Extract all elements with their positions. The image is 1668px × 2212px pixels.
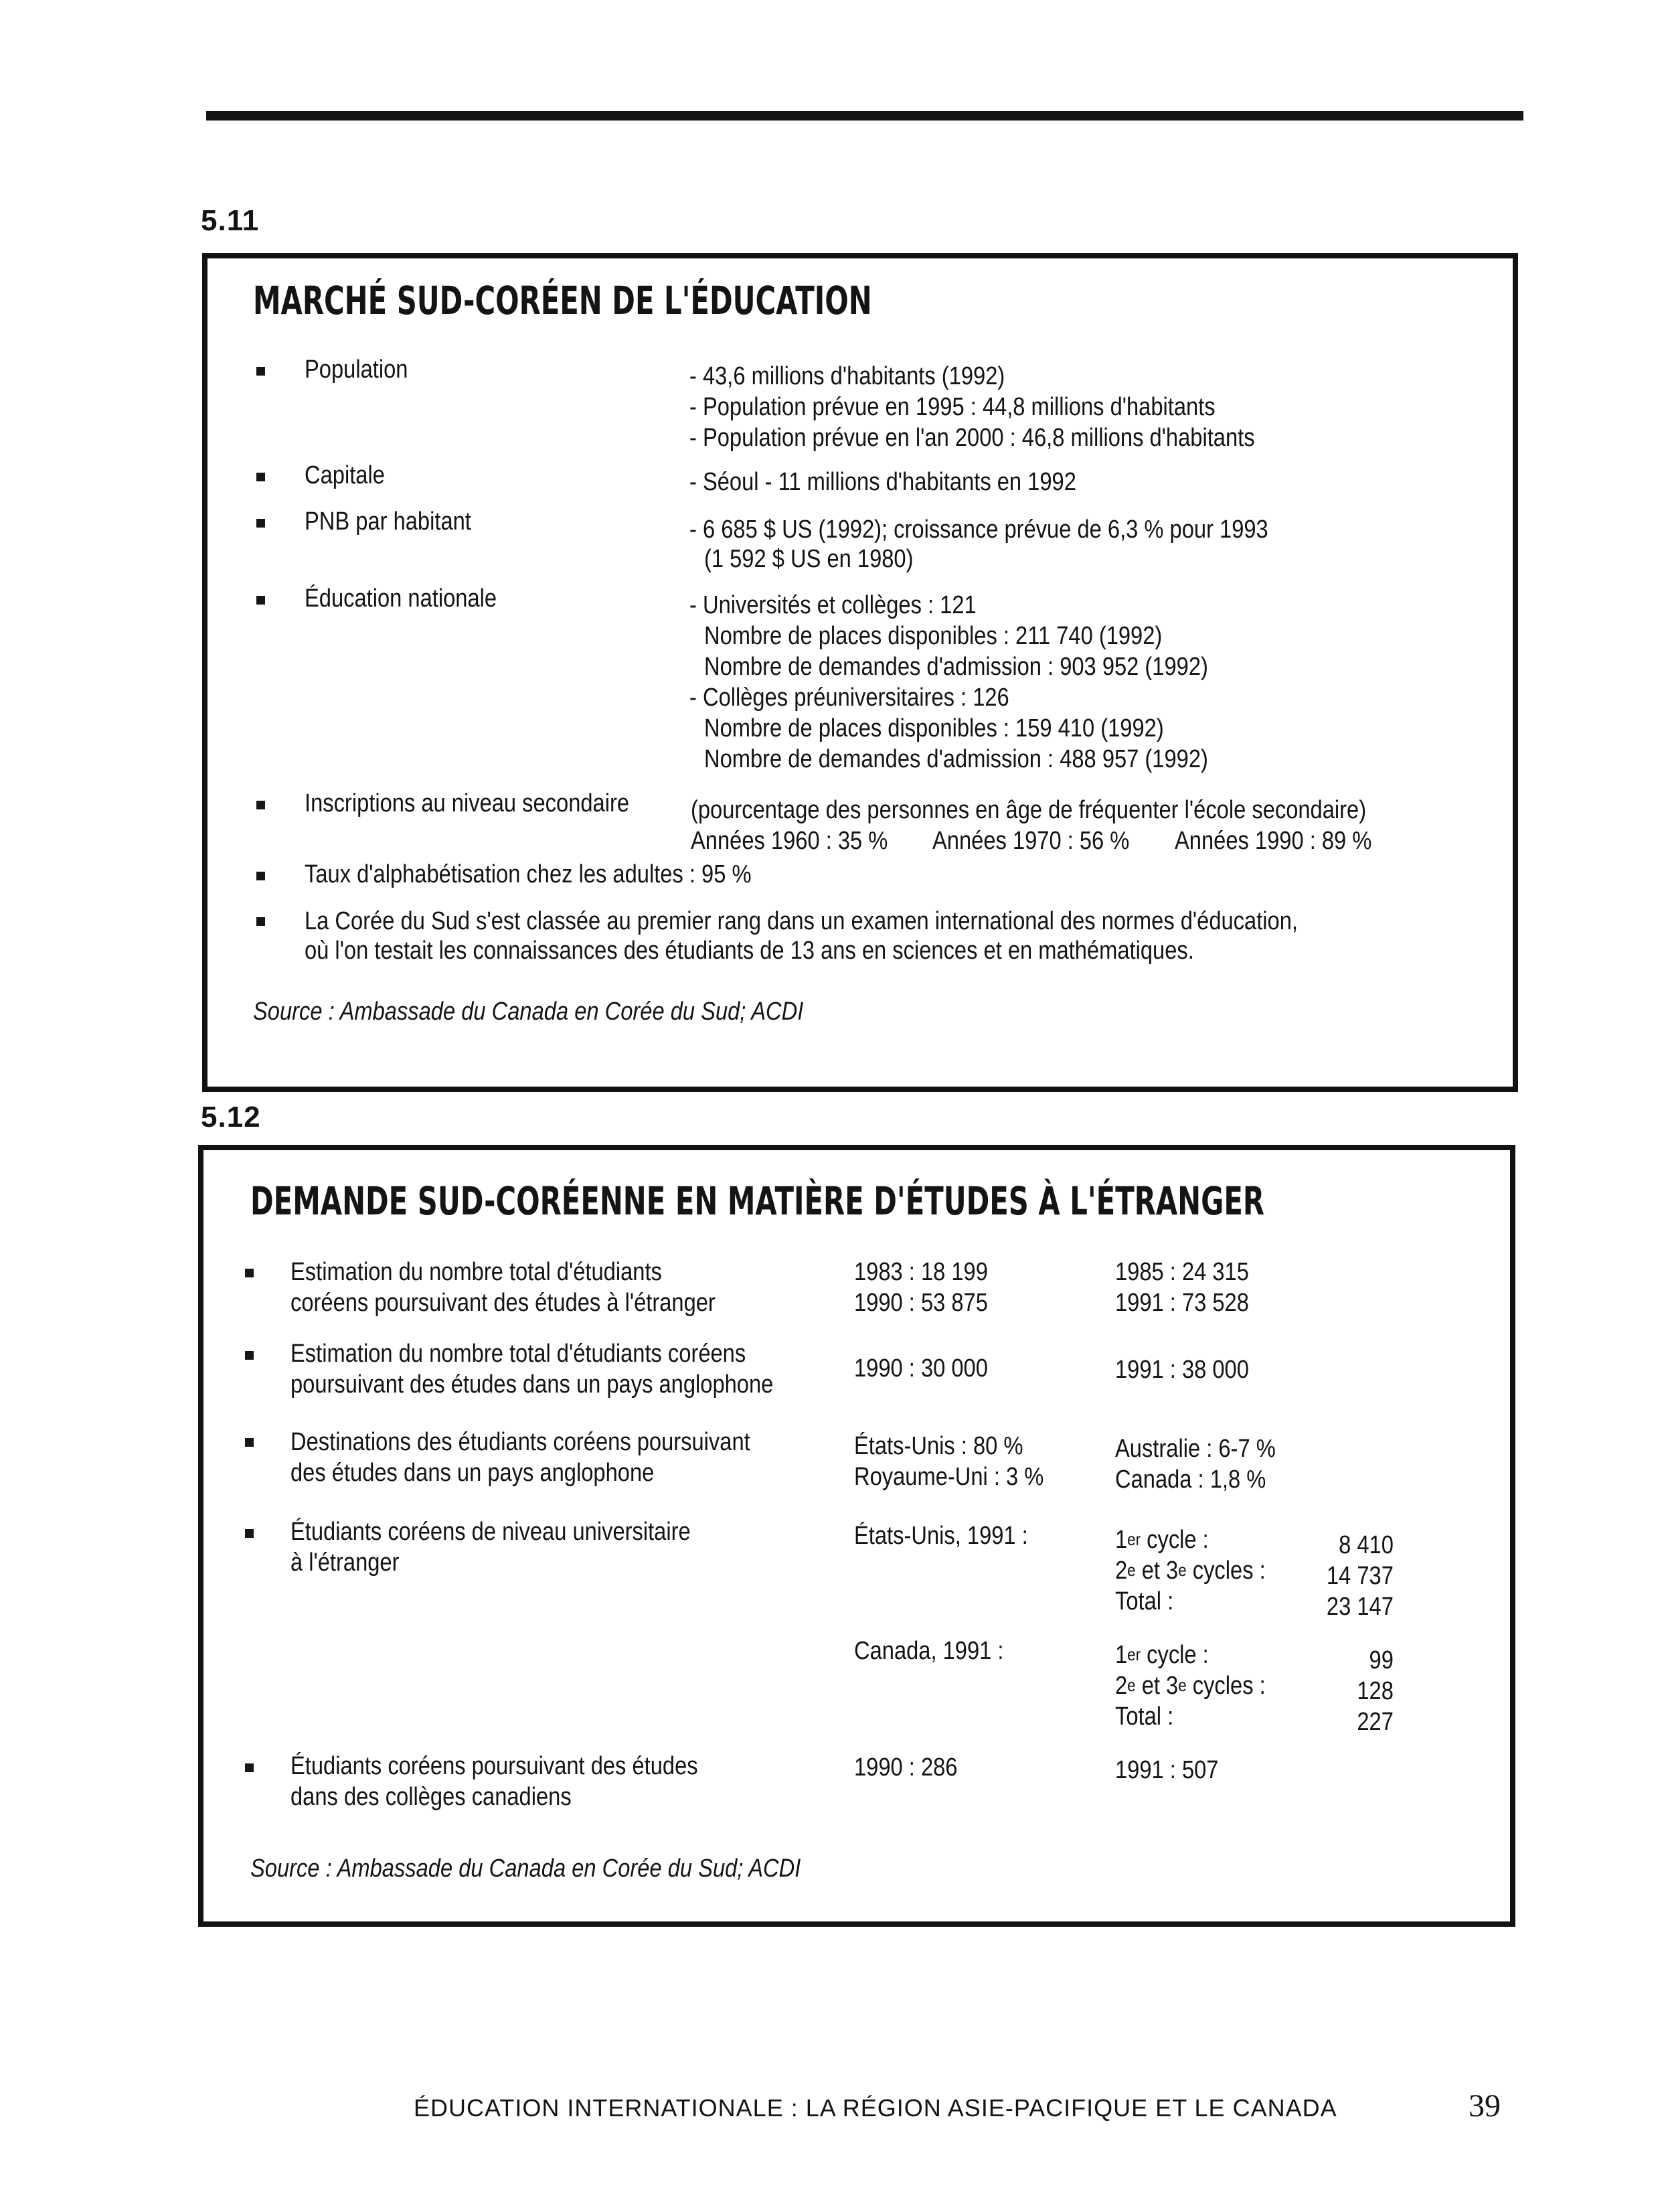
population-line: - 43,6 millions d'habitants (1992) — [689, 362, 1005, 390]
education-line: - Collèges préuniversitaires : 126 — [689, 684, 1009, 712]
r4-ca-place: Canada, 1991 : — [854, 1637, 1004, 1665]
education-line: - Universités et collèges : 121 — [689, 591, 977, 619]
section-title-511: MARCHÉ SUD-CORÉEN DE L'ÉDUCATION — [253, 278, 872, 323]
population-line: - Population prévue en 1995 : 44,8 millions d'habitants — [689, 393, 1216, 421]
bullet — [245, 1438, 254, 1447]
r1-value: 1991 : 73 528 — [1115, 1289, 1249, 1317]
education-line: Nombre de demandes d'admission : 903 952 (1992) — [704, 653, 1208, 681]
r1-value: 1983 : 18 199 — [854, 1258, 988, 1286]
r4-ca-value: 227 — [1357, 1708, 1394, 1736]
r1-label: coréens poursuivant des études à l'étranger — [290, 1289, 716, 1317]
education-line: Nombre de demandes d'admission : 488 957 (1992) — [704, 745, 1208, 773]
r4-us-value: 14 737 — [1326, 1562, 1394, 1590]
bullet — [256, 473, 265, 481]
r5-label: Étudiants coréens poursuivant des études — [290, 1752, 698, 1780]
r3-value: Australie : 6-7 % — [1115, 1435, 1276, 1463]
r4-us-total: Total : — [1115, 1587, 1174, 1615]
bullet — [245, 1269, 254, 1277]
inscriptions-1990: Années 1990 : 89 % — [1175, 827, 1372, 855]
bullet — [256, 596, 265, 605]
page-number: 39 — [1469, 2088, 1501, 2124]
r4-label: à l'étranger — [290, 1549, 400, 1577]
r4-ca-total: Total : — [1115, 1703, 1174, 1731]
pnb-line: - 6 685 $ US (1992); croissance prévue de 6,3 % pour 1993 — [689, 516, 1268, 544]
bullet — [256, 917, 265, 926]
section-number-512: 5.12 — [201, 1101, 261, 1133]
header-rule — [206, 111, 1523, 121]
section-number-511: 5.11 — [201, 204, 260, 237]
r4-ca-first-cycle: 1er cycle : — [1115, 1641, 1209, 1669]
r5-value: 1990 : 286 — [854, 1753, 958, 1782]
source-511: Source : Ambassade du Canada en Corée du Sud; ACDI — [253, 998, 804, 1026]
r5-label: dans des collèges canadiens — [290, 1783, 572, 1811]
r4-us-first-cycle: 1er cycle : — [1115, 1526, 1209, 1554]
inscriptions-1960: Années 1960 : 35 % — [691, 827, 888, 855]
bullet — [256, 367, 265, 376]
label-inscriptions: Inscriptions au niveau secondaire — [305, 789, 630, 817]
capitale-line: - Séoul - 11 millions d'habitants en 1992 — [689, 468, 1076, 496]
bullet — [245, 1529, 254, 1538]
r4-ca-value: 99 — [1369, 1646, 1394, 1674]
r3-value: États-Unis : 80 % — [854, 1432, 1023, 1460]
population-line: - Population prévue en l'an 2000 : 46,8 millions d'habitants — [689, 424, 1255, 452]
r4-us-value: 23 147 — [1326, 1593, 1394, 1621]
r4-us-value: 8 410 — [1339, 1531, 1394, 1559]
education-line: Nombre de places disponibles : 159 410 (1992) — [704, 714, 1164, 742]
r1-value: 1990 : 53 875 — [854, 1289, 988, 1317]
footer-title: ÉDUCATION INTERNATIONALE : LA RÉGION ASIE-PACIFIQUE ET LE CANADA — [414, 2094, 1337, 2122]
r1-label: Estimation du nombre total d'étudiants — [290, 1258, 662, 1286]
section-title-512: DEMANDE SUD-CORÉENNE EN MATIÈRE D'ÉTUDES À L'ÉTRANGER — [250, 1178, 1265, 1224]
source-512: Source : Ambassade du Canada en Corée du Sud; ACDI — [250, 1854, 801, 1883]
label-population: Population — [305, 356, 408, 384]
r4-ca-second-cycle: 2e et 3e cycles : — [1115, 1672, 1266, 1700]
education-line: Nombre de places disponibles : 211 740 (1992) — [704, 622, 1163, 650]
bullet — [256, 801, 265, 809]
r3-value: Royaume-Uni : 3 % — [854, 1463, 1044, 1491]
inscriptions-1970: Années 1970 : 56 % — [932, 827, 1130, 855]
r2-label: poursuivant des études dans un pays anglophone — [290, 1370, 774, 1399]
inscriptions-line: (pourcentage des personnes en âge de fréquenter l'école secondaire) — [691, 796, 1367, 824]
pnb-line: (1 592 $ US en 1980) — [704, 545, 914, 573]
r2-label: Estimation du nombre total d'étudiants coréens — [290, 1340, 746, 1368]
r4-us-second-cycle: 2e et 3e cycles : — [1115, 1557, 1266, 1585]
label-capitale: Capitale — [305, 461, 385, 489]
r4-label: Étudiants coréens de niveau universitaire — [290, 1518, 691, 1546]
r2-value: 1991 : 38 000 — [1115, 1356, 1249, 1384]
r3-label: Destinations des étudiants coréens poursuivant — [290, 1428, 750, 1456]
r1-value: 1985 : 24 315 — [1115, 1258, 1249, 1286]
rang-line: La Corée du Sud s'est classée au premier rang dans un examen international des normes d'éducation, — [305, 907, 1298, 935]
label-pnb: PNB par habitant — [305, 507, 471, 536]
r2-value: 1990 : 30 000 — [854, 1354, 988, 1382]
bullet — [245, 1351, 254, 1360]
bullet — [245, 1763, 254, 1772]
r3-value: Canada : 1,8 % — [1115, 1466, 1266, 1494]
r4-us-place: États-Unis, 1991 : — [854, 1522, 1028, 1550]
label-alphabetisation: Taux d'alphabétisation chez les adultes : 95 % — [305, 860, 752, 888]
label-education-nationale: Éducation nationale — [305, 584, 497, 613]
rang-line: où l'on testait les connaissances des étudiants de 13 ans en sciences et en mathématiques. — [305, 937, 1194, 965]
bullet — [256, 519, 265, 528]
r4-ca-value: 128 — [1357, 1677, 1394, 1705]
bullet — [256, 872, 265, 880]
r5-value: 1991 : 507 — [1115, 1756, 1219, 1784]
r3-label: des études dans un pays anglophone — [290, 1459, 655, 1487]
